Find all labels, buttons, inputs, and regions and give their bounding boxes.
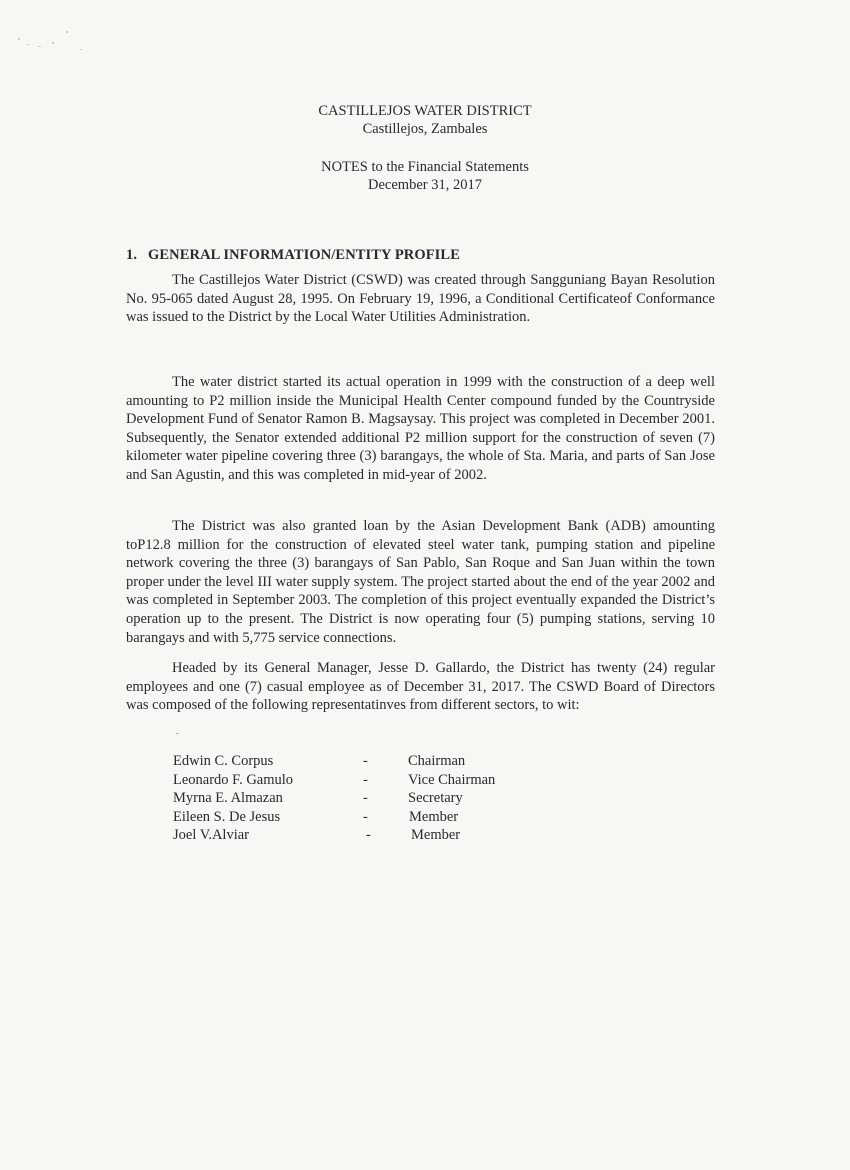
board-member-row (173, 826, 573, 845)
board-member-row (173, 752, 573, 771)
board-member-name: Leonardo F. Gamulo (173, 771, 294, 788)
board-member-role: Member (411, 827, 461, 844)
document-date: December 31, 2017 (368, 177, 482, 193)
board-member-name: Myrna E. Almazan (173, 790, 283, 807)
scan-speck (52, 42, 54, 44)
board-member-row (173, 771, 573, 790)
scan-speck (80, 49, 82, 50)
scan-speck (18, 38, 20, 40)
board-member-role: Member (409, 808, 459, 825)
scan-mark (176, 733, 179, 734)
org-name: CASTILLEJOS WATER DISTRICT (318, 103, 532, 119)
scan-speck (38, 46, 41, 47)
section-heading (126, 247, 460, 264)
paragraph-management: Headed by its General Manager, Jesse D. Gallardo, the District has twenty (24) regular employees and one (7) casual employee as of December 31, 2017. The CSWD Board of Directors was composed of the following representatinves from different sectors, to wit: (126, 660, 715, 714)
scan-speck (66, 31, 68, 33)
separator-dash: - (363, 790, 368, 807)
board-member-row (173, 789, 573, 808)
separator-dash: - (366, 827, 371, 844)
paragraph-adb-loan: The District was also granted loan by the Asian Development Bank (ADB) amounting toP12.8 million for the construction of elevated steel water tank, pumping station and pipeline network covering the three (3) barangays of San Pablo, San Roque and San Juan within the town proper under the level III water supply system. The project started about the end of the year 2002 and was completed in September 2003. The completion of this project eventually expanded the District’s operation up to the present. The District is now operating four (5) pumping stations, serving 10 barangays and with 5,775 service connections. (126, 518, 715, 646)
board-member-role: Secretary (408, 790, 463, 807)
board-member-name: Edwin C. Corpus (173, 753, 274, 769)
separator-dash: - (363, 753, 368, 769)
org-location: Castillejos, Zambales (362, 121, 488, 137)
board-member-row (173, 808, 573, 827)
board-member-name: Eileen S. De Jesus (173, 808, 281, 825)
paragraph-operations: The water district started its actual operation in 1999 with the construction of a deep well amounting to P2 million inside the Municipal Health Center compound funded by the Countryside Development Fund of Senator Ramon B. Magsaysay. This project was completed in December 2001. Subsequently, the Senator extended additional P2 million support for the construction of seven (7) kilometer water pipeline covering three (3) barangays, the whole of Sta. Maria, and parts of San Jose and San Agustin, and this was completed in mid-year of 2002. (126, 374, 715, 483)
section-number: 1. (126, 247, 138, 263)
section-title: GENERAL INFORMATION/ENTITY PROFILE (148, 247, 460, 263)
board-of-directors-list (173, 752, 573, 845)
separator-dash: - (363, 771, 368, 788)
separator-dash: - (363, 808, 368, 825)
document-title: NOTES to the Financial Statements (321, 159, 529, 175)
board-member-role: Chairman (408, 753, 466, 769)
scan-speck (27, 44, 29, 45)
board-member-name: Joel V.Alviar (173, 827, 249, 844)
board-member-role: Vice Chairman (408, 771, 496, 788)
paragraph-creation: The Castillejos Water District (CSWD) was created through Sangguniang Bayan Resolution No. 95-065 dated August 28, 1995. On February 19, 1996, a Conditional Certificateof Conformance was issued to the District by the Local Water Utilities Administration. (126, 272, 715, 326)
